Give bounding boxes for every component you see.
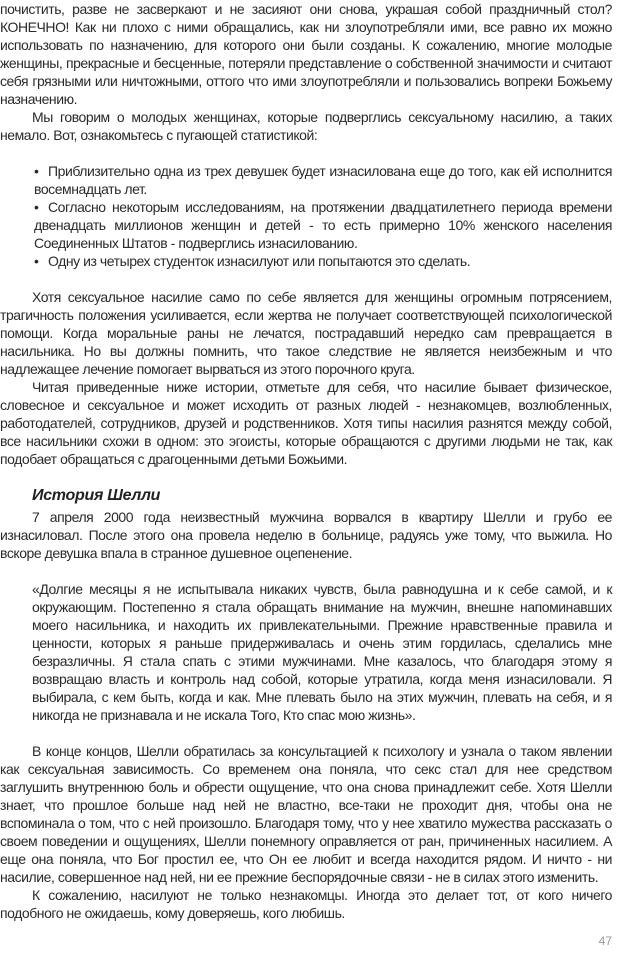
list-item-text: Приблизительно одна из трех девушек будет изнасилована еще до того, как ей исполнится восемнадцать лет. bbox=[34, 163, 612, 197]
page-number: 47 bbox=[598, 934, 612, 948]
paragraph-closing: К сожалению, насилуют не только незнакомцы. Иногда это делает тот, от кого ничего подобного не ожидаешь, кому доверяешь, кого любишь. bbox=[0, 887, 612, 921]
paragraph-consequences: Хотя сексуальное насилие само по себе является для женщины огромным потрясением, трагичность положения усиливается, если жертва не получает соответствующей психологической помощи. Когда моральные раны не лечатся, пострадавший нередко сам превращается в насильника. Но вы должны помнить, что такое следствие не является неизбежным и что надлежащее лечение помогает вырваться из этого порочного круга. bbox=[0, 289, 612, 377]
bullet-icon: • bbox=[34, 253, 39, 269]
bullet-icon: • bbox=[34, 163, 39, 179]
paragraph-recovery: В конце концов, Шелли обратилась за консультацией к психологу и узнала о таком явлении как сексуальная зависимость. Со временем она поняла, что секс стал для нее средством заглушить внутреннюю боль и обрести ощущение, что она снова принадлежит себе. Хотя Шелли знает, что прошлое больше над ней не властно, все-таки не проходит дня, чтобы она не вспоминала о том, что с ней произошло. Благодаря тому, что у нее хватило мужества рассказать о своем поведении и ощущениях, Шелли понемногу оправляется от ран, причиненных насилием. А еще она поняла, что Бог простил ее, что Он ее любит и всегда находится рядом. И ничто - ни насилие, совершенное над ней, ни ее прежние беспорядочные связи - не в силах этого изменить. bbox=[0, 743, 612, 885]
list-item-text: Согласно некоторым исследованиям, на протяжении двадцатилетнего периода времени двенадцать миллионов женщин и детей - то есть примерно 10% женского населения Соединенных Штатов - подверглись изнасилованию. bbox=[34, 199, 612, 251]
list-item bbox=[34, 162, 612, 198]
quote-block: «Долгие месяцы я не испытывала никаких чувств, была равнодушна и к себе самой, и к окружающим. Постепенно я стала обращать внимание на мужчин, внешне напоминавших моего насильника, и находить их привлекательными. Прежние нравственные правила и ценности, которых я раньше придерживалась и очень этим гордилась, сделались мне безразличны. Я стала спать с этими мужчинами. Мне казалось, что благодаря этому я возвращаю власть и контроль над собой, которые утратила, когда меня изнасиловали. Я выбирала, с кем быть, когда и как. Мне плевать было на этих мужчин, плевать на себя, и я никогда не признавала и не искала Того, Кто спас мою жизнь». bbox=[32, 581, 612, 723]
statistics-list bbox=[34, 162, 612, 270]
paragraph-statistics-intro: Мы говорим о молодых женщинах, которые подверглись сексуальному насилию, а таких немало. Вот, ознакомьтесь с пугающей статистикой: bbox=[0, 109, 612, 143]
paragraph-story: 7 апреля 2000 года неизвестный мужчина ворвался в квартиру Шелли и грубо ее изнасиловал. После этого она провела неделю в больнице, радуясь уже тому, что выжила. Но вскоре девушка впала в странное душевное оцепенение. bbox=[0, 509, 612, 561]
list-item bbox=[34, 198, 612, 252]
paragraph-intro: почистить, разве не засверкают и не засияют они снова, украшая собой праздничный стол? КОНЕЧНО! Как ни плохо с ними обращались, как ни злоупотребляли ими, все равно их можно использовать по назначению, для которого они были созданы. К сожалению, многие молодые женщины, прекрасные и бесценные, потеряли представление о собственной значимости и считают себя грязными или ничтожными, оттого что ими злоупотребляли и пользовались вопреки Божьему назначению. bbox=[0, 1, 612, 107]
list-item-text: Одну из четырех студенток изнасилуют или попытаются это сделать. bbox=[48, 253, 471, 269]
section-heading: История Шелли bbox=[32, 487, 161, 504]
paragraph-types-of-abuse: Читая приведенные ниже истории, отметьте для себя, что насилие бывает физическое, словесное и сексуальное и может исходить от разных людей - незнакомцев, возлюбленных, работодателей, сотрудников, друзей и родственников. Хотя типы насилия разнятся между собой, все насильники схожи в одном: это эгоисты, которые обращаются с другими людьми не так, как подобает обращаться с драгоценными детьми Божьими. bbox=[0, 379, 612, 467]
list-item bbox=[34, 252, 612, 270]
bullet-icon: • bbox=[34, 199, 39, 215]
